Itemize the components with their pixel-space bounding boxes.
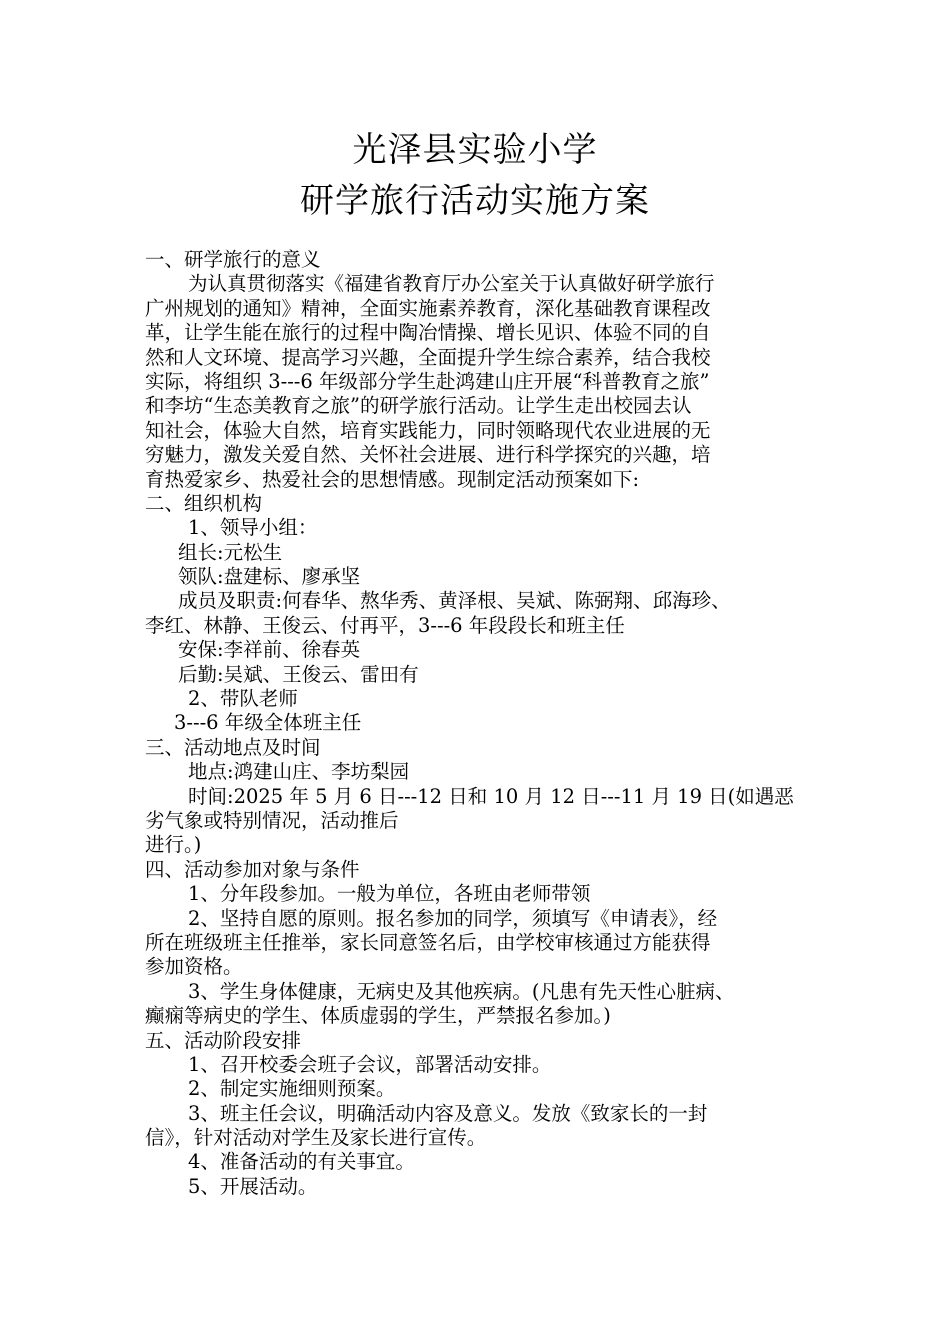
list-item: 组长:元松生 xyxy=(178,540,283,564)
list-item: 李红、林静、王俊云、付再平，3---6 年段段长和班主任 xyxy=(145,613,625,637)
doc-body xyxy=(145,248,815,1199)
section-heading-3: 三、活动地点及时间 xyxy=(145,735,321,759)
paragraph-line: 为认真贯彻落实《福建省教育厅办公室关于认真做好研学旅行 xyxy=(188,272,715,296)
paragraph-line: 时间:2025 年 5 月 6 日---12 日和 10 月 12 日---11 月 19 日(如遇恶 xyxy=(188,784,794,808)
paragraph-line: 革，让学生能在旅行的过程中陶冶情操、增长见识、体验不同的自 xyxy=(145,321,711,345)
list-item: 成员及职责:何春华、熬华秀、黄泽根、吴斌、陈弼翔、邱海珍、 xyxy=(178,589,731,613)
paragraph-line: 进行。) xyxy=(145,833,202,857)
list-item: 安保:李祥前、徐春英 xyxy=(178,638,361,662)
list-item: 地点:鸿建山庄、李坊梨园 xyxy=(188,760,410,784)
paragraph-line: 所在班级班主任推举，家长同意签名后，由学校审核通过方能获得 xyxy=(145,930,711,954)
paragraph-line: 然和人文环境、提高学习兴趣，全面提升学生综合素养，结合我校 xyxy=(145,345,711,369)
paragraph-line: 3、学生身体健康，无病史及其他疾病。(凡患有先天性心脏病、 xyxy=(188,979,735,1003)
paragraph-line: 实际，将组织 3---6 年级部分学生赴鸿建山庄开展“科普教育之旅” xyxy=(145,369,710,393)
paragraph-line: 癫痫等病史的学生、体质虚弱的学生，严禁报名参加。) xyxy=(145,1004,611,1028)
doc-title-plan: 研学旅行活动实施方案 xyxy=(300,181,650,221)
section-heading-1: 一、研学旅行的意义 xyxy=(145,248,321,271)
paragraph-line: 3、班主任会议，明确活动内容及意义。发放《致家长的一封 xyxy=(188,1101,708,1125)
section-heading-5: 五、活动阶段安排 xyxy=(145,1028,302,1052)
paragraph-line: 知社会，体验大自然，培育实践能力，同时领略现代农业进展的无 xyxy=(145,418,711,442)
doc-title-school: 光泽县实验小学 xyxy=(352,130,598,170)
paragraph-line: 和李坊“生态美教育之旅”的研学旅行活动。让学生走出校园去认 xyxy=(145,394,692,418)
paragraph-line: 劣气象或特别情况，活动推后 xyxy=(145,808,399,832)
paragraph-line: 广州规划的通知》精神，全面实施素养教育，深化基础教育课程改 xyxy=(145,296,711,320)
list-item: 领队:盘建标、廖承坚 xyxy=(178,565,361,589)
list-item: 2、制定实施细则预案。 xyxy=(188,1077,396,1101)
list-item: 1、召开校委会班子会议，部署活动安排。 xyxy=(188,1052,552,1076)
paragraph-line: 穷魅力，激发关爱自然、关怀社会进展、进行科学探究的兴趣，培 xyxy=(145,443,711,467)
section-heading-4: 四、活动参加对象与条件 xyxy=(145,857,360,881)
list-item: 5、开展活动。 xyxy=(188,1174,318,1198)
paragraph-line: 2、坚持自愿的原则。报名参加的同学，须填写《申请表》，经 xyxy=(188,906,718,930)
paragraph-line: 参加资格。 xyxy=(145,955,243,979)
subsection-heading: 2、带队老师 xyxy=(188,687,298,711)
paragraph-line: 信》，针对活动对学生及家长进行宣传。 xyxy=(145,1126,487,1150)
list-item: 1、分年段参加。一般为单位，各班由老师带领 xyxy=(188,882,591,906)
section-heading-2: 二、组织机构 xyxy=(145,491,263,515)
paragraph-line: 育热爱家乡、热爱社会的思想情感。现制定活动预案如下: xyxy=(145,467,640,491)
list-item: 3---6 年级全体班主任 xyxy=(174,711,362,735)
subsection-heading: 1、领导小组： xyxy=(188,516,318,540)
list-item: 4、准备活动的有关事宜。 xyxy=(188,1150,415,1174)
list-item: 后勤:吴斌、王俊云、雷田有 xyxy=(178,662,419,686)
